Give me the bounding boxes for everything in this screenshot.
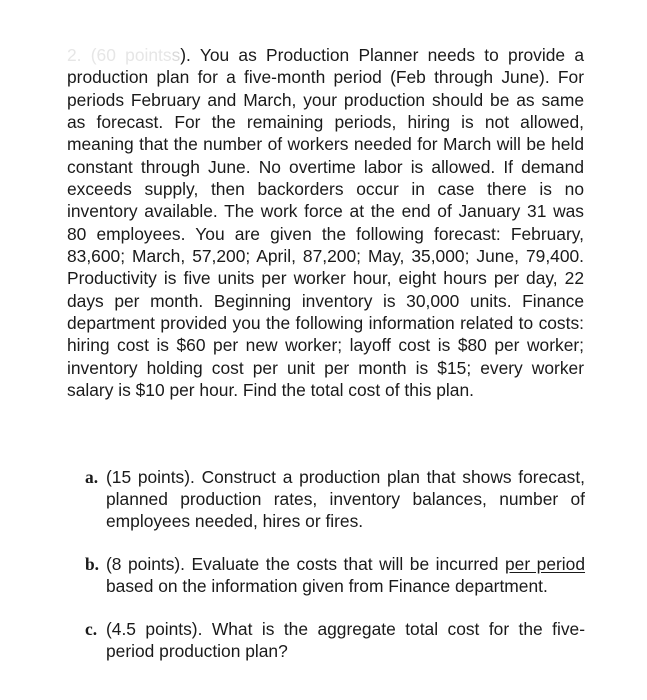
problem-statement xyxy=(67,44,584,402)
sub-question-list xyxy=(85,466,585,682)
sub-question-text: (4.5 points). What is the aggregate total cost for the five-period production plan? xyxy=(106,619,585,662)
sub-question-text: (15 points). Construct a production plan that shows forecast, planned production rates, inventory balances, number of employees needed, hires or fires. xyxy=(106,467,585,532)
sub-question-c xyxy=(85,618,585,662)
sub-question-text-after: based on the information given from Finance department. xyxy=(106,575,548,596)
sub-question-b xyxy=(85,553,585,597)
problem-text: ). You as Production Planner needs to provide a production plan for a five-month period (Feb through June). For periods February and March, your production should be as same as forecast. For the remaining periods, hiring is not allowed, meaning that the number of workers needed for March will be held constant through June. No overtime labor is allowed. If demand exceeds supply, then backorders occur in case there is no inventory available. The work force at the end of January 31 was 80 employees. You are given the following forecast: February, 83,600; March, 57,200; April, 87,200; May, 35,000; June, 79,400. Productivity is five units per worker hour, eight hours per day, 22 days per month. Beginning inventory is 30,000 units. Finance department provided you the following information related to costs: hiring cost is $60 per new worker; layoff cost is $80 per worker; inventory holding cost per unit per month is $15; every worker salary is $10 per hour. Find the total cost of this plan. xyxy=(67,45,584,401)
faded-question-number: 2. (60 pointss xyxy=(67,45,181,65)
sub-question-a xyxy=(85,466,585,533)
underlined-phrase: per period xyxy=(505,553,586,574)
sub-question-letter: c. xyxy=(85,619,98,640)
sub-question-letter: b. xyxy=(85,553,100,574)
sub-question-letter: a. xyxy=(85,467,99,487)
sub-question-text-before: (8 points). Evaluate the costs that will be incurred xyxy=(106,553,505,574)
